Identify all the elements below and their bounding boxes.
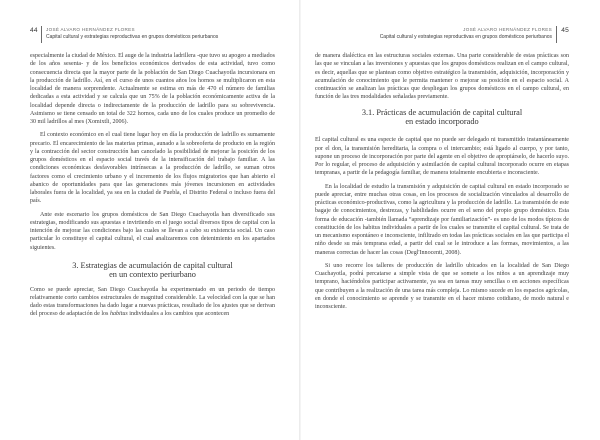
right-body-text — [315, 52, 569, 311]
right-paragraph-1: de manera dialéctica en las estructuras sociales externas. Una parte considerable de estas prácticas son las que se vinculan a las inversiones y apuestas que los grupos domésticos realizan en el campo cultural, es decir, aquellas que se plantean como objetivo estratégico la transmisión, adquisición, incorporación y acumulación de conocimiento que le permita mantener o mejorar su posición en el espacio social. A continuación se analizan las prácticas que despliegan los grupos domésticos en el campo cultural, en función de las tres modalidades señaladas previamente. — [315, 53, 569, 101]
left-header-rule — [41, 26, 42, 43]
left-paragraph-1: especialmente la ciudad de México. El auge de la industria ladrillera -que tuvo su apogeo a mediados de los años sesenta- y de los beneficios económicos derivados de esta actividad, tuvo como consecuencia directa que la mayor parte de la población de San Diego Cuachayotla incursionara en la producción de ladrillo. Así, en el curso de unos cuantos años los hornos se multiplicaron en esta localidad de manera sorprendente. Actualmente se estima en más de 470 el número de familias dedicadas a esta actividad y se calcula que un 75% de la población económicamente activa de la localidad depende directa o indirectamente de la producción de ladrillo para su sobrevivencia. Asimismo se tiene censado un total de 322 hornos, cada uno de los cuales produce un promedio de 30 mil ladrillos al mes (Xomixtli, 2006). — [30, 53, 275, 125]
left-paragraph-4-text: Como se puede apreciar, San Diego Cuachayotla ha experimentado en un periodo de tiempo relativamente corto cambios estructurales de magnitud considerable. La velocidad con la que se han dado estas transformaciones ha dado lugar a nuevas prácticas, resultado de los ajustes que se derivan del proceso de adaptación de los — [30, 286, 275, 318]
left-section-heading — [30, 261, 275, 280]
right-paragraph-2: El capital cultural es una especie de capital que no puede ser delegado ni transmitido instantáneamente por el don, la transmisión hereditaria, la compra o el intercambio; está ligado al cuerpo, y por tanto, supone un proceso de incorporación por parte del agente en el objetivo de apropiárselo, de hacerlo suyo. Por lo regular, el proceso de adquisición y asimilación de capital cultural incorporado ocurre en etapas tempranas, a partir de la pedagogía familiar, de manera totalmente encubierta e inconsciente. — [315, 137, 569, 177]
left-body-text — [30, 52, 275, 319]
right-paragraph-4: Si uno recorre los talleres de producción de ladrillo ubicados en la localidad de San Diego Cuachayotla, podrá percatarse a simple vista de que se somete a los niños a un aprendizaje muy temprano, haciéndolos participar activamente, ya sea en tareas muy sencillas o en acciones específicas que contribuyen a la realización de una tarea más compleja. Lo mismo sucede en los espacios agrícolas, en donde el conocimiento se aprende y se transmite en el hacer mismo cotidiano, de modo natural e inconsciente. — [315, 262, 569, 311]
left-running-header — [30, 27, 292, 49]
right-running-header — [305, 27, 569, 49]
left-paragraph-3: Ante este escenario los grupos domésticos de San Diego Cuachayotla han diversificado sus estrategias, modificando sus apuestas e invirtiendo en el juego social diversos tipos de capital con la intención de mejorar las condiciones bajo las cuales se llevan a cabo su existencia social. Un caso particular lo constituye el capital cultural, el cual analizaremos con detenimiento en los apartados siguientes. — [30, 211, 275, 251]
habitus-term: habitus — [109, 311, 128, 318]
left-section-heading-line-2: en un contexto periurbano — [109, 270, 196, 280]
left-paragraph-4-tail: individuales a los cambios que acontecen — [127, 311, 230, 318]
right-paragraph-3: En la localidad de estudio la transmisión y adquisición de capital cultural en estado incorporado se puede apreciar, entre muchas otras cosas, en los procesos de socialización vinculados al desarrollo de prácticas económico-productivas, como la agricultura y la producción de ladrillo. La transmisión de este bagaje de conocimientos, destrezas, y habilidades ocurre en el seno del propio grupo doméstico. Esta forma de educación -también llamada “aprendizaje por familiarización”- es uno de los modos típicos de constitución de los habitus individuales a partir de los cuales se transmite el capital cultural. Se trata de un mecanismo espontáneo e inconsciente, infiltrado en todas las prácticas sociales en las que participa el niño desde su más temprana edad, a partir del cual se le introduce a las formas, movimientos, a las maneras correctas de hacer las cosas (Degl'Innocenti, 2008). — [315, 183, 569, 256]
right-section-heading-line-1: 3.1. Prácticas de acumulación de capital cultural — [361, 107, 523, 117]
left-page — [0, 0, 299, 440]
left-running-author: JOSÉ ALVARO HERNÁNDEZ FLORES — [46, 27, 135, 32]
right-section-heading-line-2: en estado incorporado — [405, 116, 479, 126]
right-section-heading — [315, 108, 569, 127]
right-running-title: Capital cultural y estrategias reproductivas en grupos domésticos periurbanos — [379, 34, 552, 40]
left-page-number: 44 — [30, 27, 38, 34]
right-page-number: 45 — [561, 27, 569, 34]
left-section-heading-line-1: 3. Estrategias de acumulación de capital cultural — [72, 260, 233, 270]
left-paragraph-2: El contexto económico en el cual tiene lugar hoy en día la producción de ladrillo es sumamente precario. El encarecimiento de las materias primas, aunado a la sobreoferta de producto en la región y la contracción del sector construcción han cancelado la posibilidad de mejorar la posición de los grupos domésticos en el espacio social través de la intensificación del trabajo familiar. A las condiciones económicas desfavorables intrínsecas a la producción de ladrillo, se suman otros factores como el crecimiento urbano y el incremento de los flujos migratorios que han abierto el abanico de oportunidades para que las generaciones más jóvenes incursionen en actividades laborales fuera de la localidad, ya sea en la ciudad de Puebla, el Distrito Federal o incluso fuera del país. — [30, 132, 275, 205]
left-paragraph-4 — [30, 286, 275, 319]
left-running-title: Capital cultural y estrategias reproductivas en grupos domésticos periurbanos — [46, 34, 219, 40]
right-header-rule — [556, 26, 557, 43]
right-running-author: JOSÉ ALVARO HERNÁNDEZ FLORES — [463, 27, 552, 32]
right-page — [301, 0, 600, 440]
